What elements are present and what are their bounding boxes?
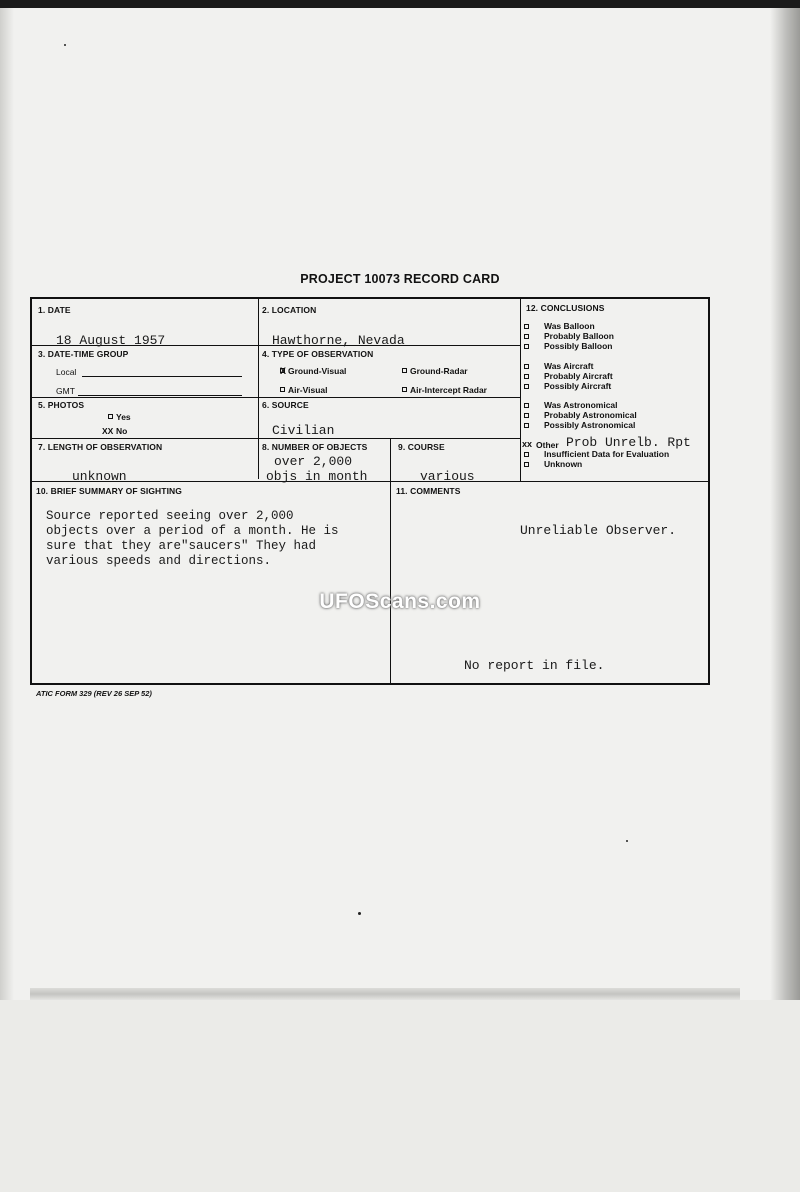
probably-balloon-label: Probably Balloon <box>544 331 614 341</box>
summary-line-3: sure that they are"saucers" They had <box>46 539 317 553</box>
scan-speck <box>358 912 361 915</box>
air-intercept-radar-checkbox[interactable] <box>402 387 407 392</box>
local-blank <box>82 376 242 377</box>
summary-label: 10. BRIEF SUMMARY OF SIGHTING <box>36 486 182 496</box>
probably-astronomical-label: Probably Astronomical <box>544 410 637 420</box>
location-value: Hawthorne, Nevada <box>272 333 405 348</box>
divider-course <box>390 438 391 481</box>
air-intercept-radar-label: Air-Intercept Radar <box>410 385 487 395</box>
divider-col-1 <box>258 299 259 479</box>
air-visual-checkbox[interactable] <box>280 387 285 392</box>
probably-astronomical-checkbox[interactable] <box>524 413 529 418</box>
probably-aircraft-label: Probably Aircraft <box>544 371 613 381</box>
photos-no-mark: XX <box>102 426 114 436</box>
was-balloon-label: Was Balloon <box>544 321 595 331</box>
ground-radar-checkbox[interactable] <box>402 368 407 373</box>
possibly-balloon-label: Possibly Balloon <box>544 341 613 351</box>
record-card <box>30 297 710 685</box>
local-label: Local <box>56 367 77 377</box>
date-time-group-label: 3. DATE-TIME GROUP <box>38 349 129 359</box>
comments-note: No report in file. <box>464 658 605 673</box>
gmt-blank <box>78 395 242 396</box>
course-value: various <box>420 469 475 484</box>
other-value: Prob Unrelb. Rpt <box>566 435 691 450</box>
scan-top-border <box>0 0 800 8</box>
probably-balloon-checkbox[interactable] <box>524 334 529 339</box>
source-label: 6. SOURCE <box>262 400 309 410</box>
card-title: PROJECT 10073 RECORD CARD <box>300 272 500 286</box>
was-aircraft-checkbox[interactable] <box>524 364 529 369</box>
possibly-aircraft-checkbox[interactable] <box>524 384 529 389</box>
lower-page-area <box>0 1000 800 1192</box>
ground-radar-label: Ground-Radar <box>410 366 468 376</box>
was-astronomical-checkbox[interactable] <box>524 403 529 408</box>
length-of-observation-label: 7. LENGTH OF OBSERVATION <box>38 442 163 452</box>
page-fold-shadow <box>30 988 740 1000</box>
date-value: 18 August 1957 <box>56 333 166 348</box>
type-of-observation-label: 4. TYPE OF OBSERVATION <box>262 349 374 359</box>
ground-visual-label: Ground-Visual <box>288 366 347 376</box>
form-id: ATIC FORM 329 (REV 26 SEP 52) <box>36 689 152 698</box>
location-label: 2. LOCATION <box>262 305 317 315</box>
other-mark: xx <box>522 439 533 449</box>
divider-col-2 <box>520 299 521 481</box>
number-of-objects-line2: objs in month <box>266 469 368 484</box>
probably-aircraft-checkbox[interactable] <box>524 374 529 379</box>
was-aircraft-label: Was Aircraft <box>544 361 594 371</box>
insufficient-data-checkbox[interactable] <box>524 452 529 457</box>
photos-no-label: No <box>116 426 128 436</box>
unknown-label: Unknown <box>544 459 583 469</box>
comments-label: 11. COMMENTS <box>396 486 461 496</box>
comments-text: Unreliable Observer. <box>520 523 677 538</box>
was-balloon-checkbox[interactable] <box>524 324 529 329</box>
possibly-astronomical-checkbox[interactable] <box>524 423 529 428</box>
date-label: 1. DATE <box>38 305 71 315</box>
watermark: UFOScans.com <box>319 590 481 613</box>
was-astronomical-label: Was Astronomical <box>544 400 618 410</box>
scan-speck <box>64 44 66 46</box>
length-of-observation-value: unknown <box>72 469 127 484</box>
insufficient-data-label: Insufficient Data for Evaluation <box>544 449 670 459</box>
ground-visual-mark: X <box>280 366 287 376</box>
number-of-objects-line1: over 2,000 <box>274 454 353 469</box>
summary-line-4: various speeds and directions. <box>46 554 272 568</box>
unknown-checkbox[interactable] <box>524 462 529 467</box>
divider-row-2 <box>32 397 520 398</box>
summary-line-1: Source reported seeing over 2,000 <box>46 509 294 523</box>
photos-yes-label: Yes <box>116 412 131 422</box>
summary-line-2: objects over a period of a month. He is <box>46 524 339 538</box>
photos-yes-checkbox[interactable] <box>108 414 113 419</box>
conclusions-label: 12. CONCLUSIONS <box>526 303 605 313</box>
course-label: 9. COURSE <box>398 442 445 452</box>
possibly-aircraft-label: Possibly Aircraft <box>544 381 612 391</box>
air-visual-label: Air-Visual <box>288 385 328 395</box>
divider-row-3 <box>32 438 520 439</box>
number-of-objects-label: 8. NUMBER OF OBJECTS <box>262 442 368 452</box>
photos-label: 5. PHOTOS <box>38 400 85 410</box>
possibly-astronomical-label: Possibly Astronomical <box>544 420 636 430</box>
possibly-balloon-checkbox[interactable] <box>524 344 529 349</box>
scan-speck <box>626 840 628 842</box>
divider-row-4 <box>32 481 708 482</box>
gmt-label: GMT <box>56 386 75 396</box>
source-value: Civilian <box>272 423 335 438</box>
other-label: Other <box>536 440 559 450</box>
